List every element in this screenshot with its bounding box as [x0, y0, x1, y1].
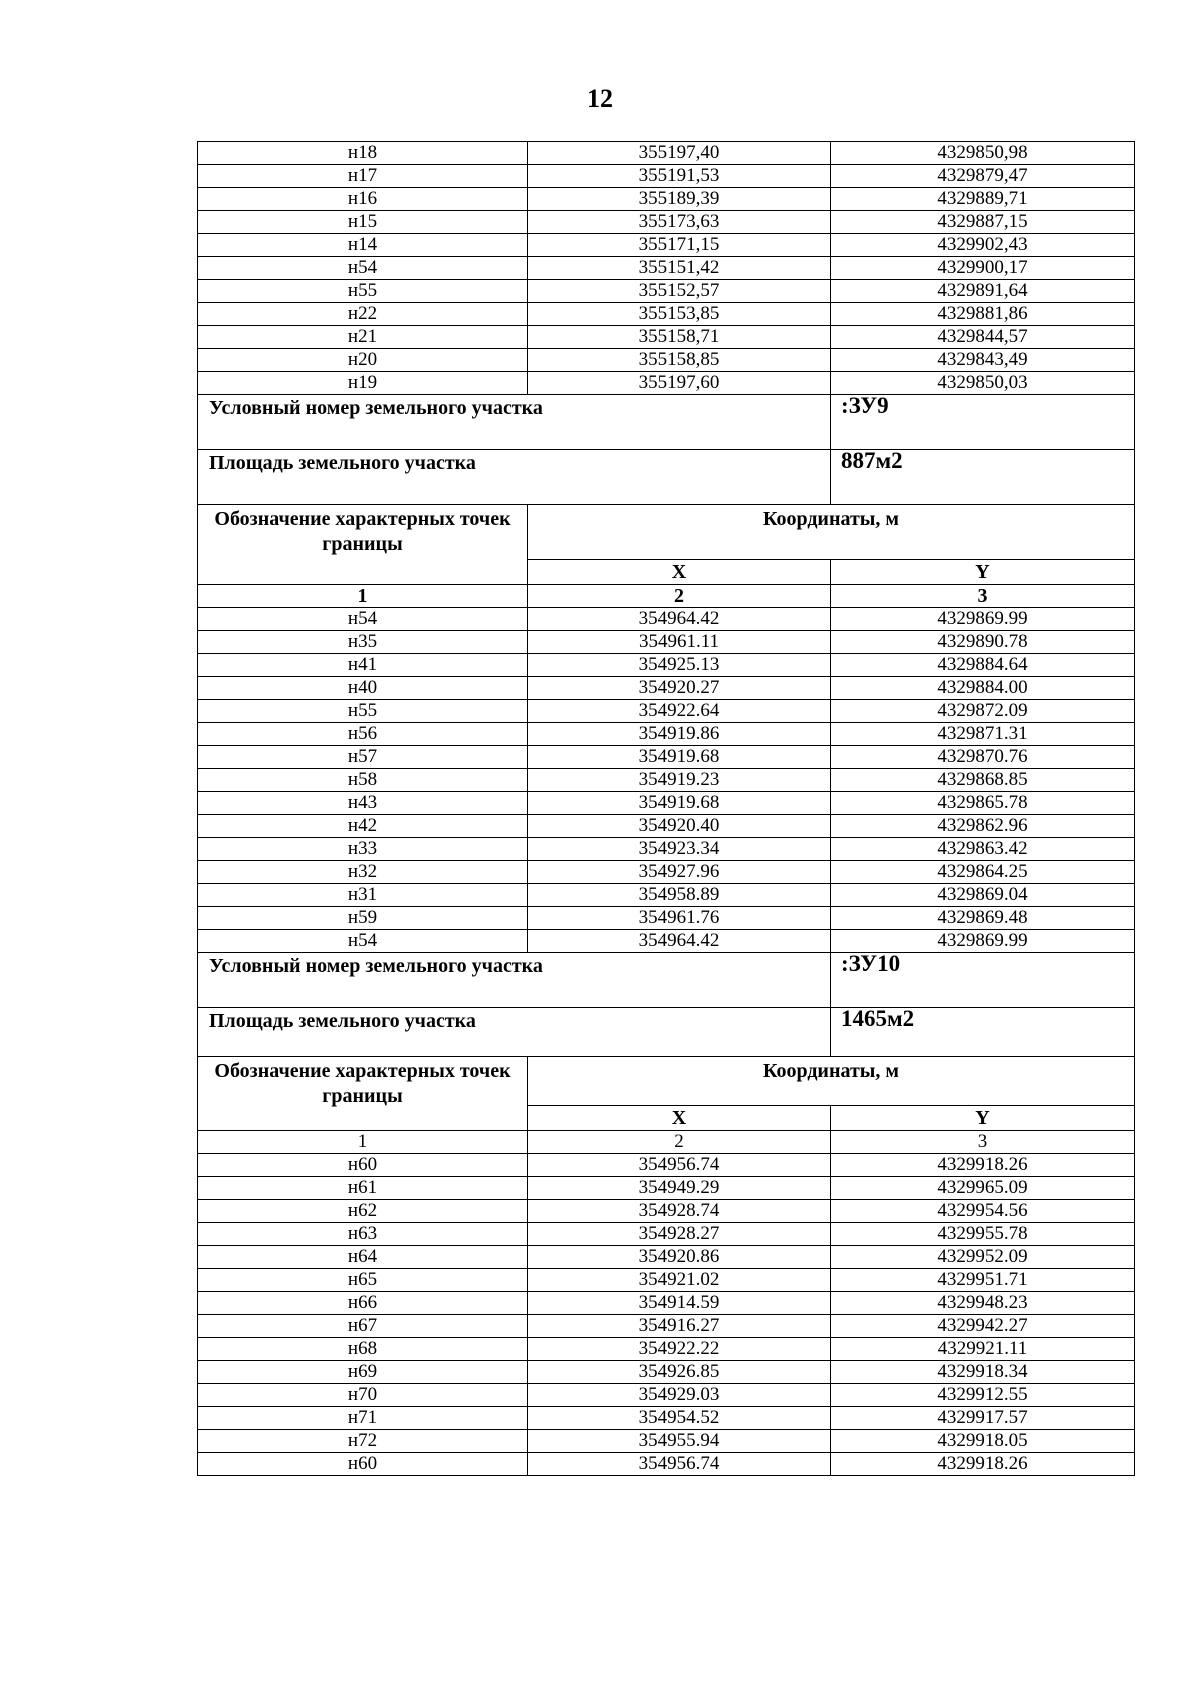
y-coordinate-cell: 4329942.27: [831, 1315, 1135, 1338]
column-number-3: 3: [831, 1131, 1135, 1154]
table-row: [198, 1453, 1135, 1476]
x-coordinate-cell: 354928.27: [528, 1223, 831, 1246]
parcel-area-label: Площадь земельного участка: [198, 450, 831, 505]
column-number-1: 1: [198, 1131, 528, 1154]
coordinates-table: [197, 141, 1135, 1476]
table-row: [198, 1154, 1135, 1177]
axis-y-header: Y: [831, 560, 1135, 585]
table-row: [198, 861, 1135, 884]
point-name-cell: н60: [198, 1154, 528, 1177]
y-coordinate-cell: 4329884.64: [831, 654, 1135, 677]
point-name-cell: н18: [198, 142, 528, 165]
y-coordinate-cell: 4329952.09: [831, 1246, 1135, 1269]
point-name-cell: н54: [198, 257, 528, 280]
page-number: 12: [587, 84, 613, 113]
x-coordinate-cell: 354956.74: [528, 1154, 831, 1177]
parcel-area-label: Площадь земельного участка: [198, 1008, 831, 1057]
x-coordinate-cell: 355158,85: [528, 349, 831, 372]
x-coordinate-cell: 354955.94: [528, 1430, 831, 1453]
table-row: [198, 234, 1135, 257]
y-coordinate-cell: 4329869.99: [831, 608, 1135, 631]
table-row: [198, 1246, 1135, 1269]
point-name-cell: н62: [198, 1200, 528, 1223]
point-name-cell: н55: [198, 280, 528, 303]
point-name-cell: н64: [198, 1246, 528, 1269]
x-coordinate-cell: 355151,42: [528, 257, 831, 280]
point-name-cell: н43: [198, 792, 528, 815]
point-name-cell: н35: [198, 631, 528, 654]
point-name-cell: н54: [198, 930, 528, 953]
point-name-cell: н14: [198, 234, 528, 257]
x-coordinate-cell: 354958.89: [528, 884, 831, 907]
x-coordinate-cell: 354964.42: [528, 930, 831, 953]
point-name-cell: н70: [198, 1384, 528, 1407]
point-name-cell: н59: [198, 907, 528, 930]
point-name-cell: н21: [198, 326, 528, 349]
y-coordinate-cell: 4329869.99: [831, 930, 1135, 953]
y-coordinate-cell: 4329865.78: [831, 792, 1135, 815]
point-name-cell: н31: [198, 884, 528, 907]
table-row: [198, 792, 1135, 815]
point-name-cell: н57: [198, 746, 528, 769]
y-coordinate-cell: 4329889,71: [831, 188, 1135, 211]
y-coordinate-cell: 4329955.78: [831, 1223, 1135, 1246]
table-row: [198, 700, 1135, 723]
y-coordinate-cell: 4329872.09: [831, 700, 1135, 723]
table-row: [198, 326, 1135, 349]
y-coordinate-cell: 4329871.31: [831, 723, 1135, 746]
table-row: [198, 838, 1135, 861]
x-coordinate-cell: 354919.86: [528, 723, 831, 746]
point-name-cell: н33: [198, 838, 528, 861]
table-row: [198, 211, 1135, 234]
table-row: [198, 1269, 1135, 1292]
parcel-number-value: :ЗУ10: [831, 953, 1135, 1008]
table-row: [198, 746, 1135, 769]
table-row: [198, 142, 1135, 165]
x-coordinate-cell: 354919.23: [528, 769, 831, 792]
y-coordinate-cell: 4329887,15: [831, 211, 1135, 234]
point-name-cell: н56: [198, 723, 528, 746]
point-name-cell: н54: [198, 608, 528, 631]
table-row: [198, 372, 1135, 395]
parcel-area-row: [198, 1008, 1135, 1057]
table-row: [198, 303, 1135, 326]
x-coordinate-cell: 355173,63: [528, 211, 831, 234]
x-coordinate-cell: 355197,60: [528, 372, 831, 395]
x-coordinate-cell: 354925.13: [528, 654, 831, 677]
y-coordinate-cell: 4329879,47: [831, 165, 1135, 188]
x-coordinate-cell: 355191,53: [528, 165, 831, 188]
x-coordinate-cell: 354923.34: [528, 838, 831, 861]
table-row: [198, 1315, 1135, 1338]
y-coordinate-cell: 4329902,43: [831, 234, 1135, 257]
point-name-cell: н22: [198, 303, 528, 326]
y-coordinate-cell: 4329844,57: [831, 326, 1135, 349]
y-coordinate-cell: 4329921.11: [831, 1338, 1135, 1361]
point-name-cell: н41: [198, 654, 528, 677]
x-coordinate-cell: 355189,39: [528, 188, 831, 211]
y-coordinate-cell: 4329870.76: [831, 746, 1135, 769]
coordinates-header: Координаты, м: [528, 505, 1135, 560]
y-coordinate-cell: 4329863.42: [831, 838, 1135, 861]
table-row: [198, 1200, 1135, 1223]
parcel-number-label: Условный номер земельного участка: [198, 953, 831, 1008]
point-name-cell: н67: [198, 1315, 528, 1338]
table-row: [198, 1407, 1135, 1430]
x-coordinate-cell: 354914.59: [528, 1292, 831, 1315]
point-name-cell: н65: [198, 1269, 528, 1292]
x-coordinate-cell: 355171,15: [528, 234, 831, 257]
table-row: [198, 654, 1135, 677]
x-coordinate-cell: 354949.29: [528, 1177, 831, 1200]
x-coordinate-cell: 354920.27: [528, 677, 831, 700]
y-coordinate-cell: 4329965.09: [831, 1177, 1135, 1200]
table-row: [198, 1430, 1135, 1453]
table-row: [198, 349, 1135, 372]
y-coordinate-cell: 4329869.04: [831, 884, 1135, 907]
y-coordinate-cell: 4329900,17: [831, 257, 1135, 280]
axis-x-header: X: [528, 560, 831, 585]
point-name-cell: н16: [198, 188, 528, 211]
y-coordinate-cell: 4329843,49: [831, 349, 1135, 372]
x-coordinate-cell: 355158,71: [528, 326, 831, 349]
y-coordinate-cell: 4329912.55: [831, 1384, 1135, 1407]
point-name-cell: н61: [198, 1177, 528, 1200]
table-row: [198, 165, 1135, 188]
y-coordinate-cell: 4329884.00: [831, 677, 1135, 700]
y-coordinate-cell: 4329954.56: [831, 1200, 1135, 1223]
parcel-number-row: [198, 395, 1135, 450]
coordinates-table-body: [198, 142, 1135, 1476]
coordinates-header: Координаты, м: [528, 1057, 1135, 1106]
x-coordinate-cell: 354922.22: [528, 1338, 831, 1361]
y-coordinate-cell: 4329917.57: [831, 1407, 1135, 1430]
y-coordinate-cell: 4329850,03: [831, 372, 1135, 395]
y-coordinate-cell: 4329918.26: [831, 1154, 1135, 1177]
y-coordinate-cell: 4329862.96: [831, 815, 1135, 838]
y-coordinate-cell: 4329881,86: [831, 303, 1135, 326]
parcel-number-value: :ЗУ9: [831, 395, 1135, 450]
y-coordinate-cell: 4329891,64: [831, 280, 1135, 303]
x-coordinate-cell: 354961.76: [528, 907, 831, 930]
table-row: [198, 884, 1135, 907]
axis-x-header: X: [528, 1106, 831, 1131]
column-number-2: 2: [528, 1131, 831, 1154]
point-name-cell: н69: [198, 1361, 528, 1384]
x-coordinate-cell: 355153,85: [528, 303, 831, 326]
table-row: [198, 1223, 1135, 1246]
coordinates-header-row: [198, 505, 1135, 560]
y-coordinate-cell: 4329850,98: [831, 142, 1135, 165]
table-row: [198, 723, 1135, 746]
point-name-cell: н58: [198, 769, 528, 792]
y-coordinate-cell: 4329918.05: [831, 1430, 1135, 1453]
x-coordinate-cell: 354920.86: [528, 1246, 831, 1269]
points-header: Обозначение характерных точек границы: [198, 505, 528, 585]
point-name-cell: н42: [198, 815, 528, 838]
parcel-area-value: 1465м2: [831, 1008, 1135, 1057]
y-coordinate-cell: 4329918.34: [831, 1361, 1135, 1384]
column-number-row: [198, 585, 1135, 608]
column-number-1: 1: [198, 585, 528, 608]
parcel-area-row: [198, 450, 1135, 505]
x-coordinate-cell: 354916.27: [528, 1315, 831, 1338]
y-coordinate-cell: 4329864.25: [831, 861, 1135, 884]
point-name-cell: н68: [198, 1338, 528, 1361]
point-name-cell: н66: [198, 1292, 528, 1315]
table-row: [198, 1338, 1135, 1361]
point-name-cell: н19: [198, 372, 528, 395]
x-coordinate-cell: 354954.52: [528, 1407, 831, 1430]
x-coordinate-cell: 354919.68: [528, 792, 831, 815]
x-coordinate-cell: 354919.68: [528, 746, 831, 769]
table-row: [198, 907, 1135, 930]
parcel-number-row: [198, 953, 1135, 1008]
x-coordinate-cell: 354964.42: [528, 608, 831, 631]
y-coordinate-cell: 4329890.78: [831, 631, 1135, 654]
parcel-number-label: Условный номер земельного участка: [198, 395, 831, 450]
table-row: [198, 1292, 1135, 1315]
point-name-cell: н15: [198, 211, 528, 234]
point-name-cell: н55: [198, 700, 528, 723]
column-number-2: 2: [528, 585, 831, 608]
axis-y-header: Y: [831, 1106, 1135, 1131]
points-header: Обозначение характерных точек границы: [198, 1057, 528, 1131]
table-row: [198, 769, 1135, 792]
y-coordinate-cell: 4329918.26: [831, 1453, 1135, 1476]
coordinates-header-row: [198, 1057, 1135, 1106]
x-coordinate-cell: 354926.85: [528, 1361, 831, 1384]
point-name-cell: н20: [198, 349, 528, 372]
x-coordinate-cell: 354922.64: [528, 700, 831, 723]
table-row: [198, 257, 1135, 280]
x-coordinate-cell: 354961.11: [528, 631, 831, 654]
point-name-cell: н72: [198, 1430, 528, 1453]
table-row: [198, 815, 1135, 838]
y-coordinate-cell: 4329951.71: [831, 1269, 1135, 1292]
point-name-cell: н32: [198, 861, 528, 884]
x-coordinate-cell: 354928.74: [528, 1200, 831, 1223]
table-row: [198, 930, 1135, 953]
point-name-cell: н63: [198, 1223, 528, 1246]
table-row: [198, 1384, 1135, 1407]
x-coordinate-cell: 355152,57: [528, 280, 831, 303]
x-coordinate-cell: 354929.03: [528, 1384, 831, 1407]
table-row: [198, 188, 1135, 211]
table-row: [198, 631, 1135, 654]
point-name-cell: н40: [198, 677, 528, 700]
table-row: [198, 1177, 1135, 1200]
point-name-cell: н60: [198, 1453, 528, 1476]
table-row: [198, 677, 1135, 700]
parcel-area-value: 887м2: [831, 450, 1135, 505]
table-row: [198, 1361, 1135, 1384]
table-row: [198, 280, 1135, 303]
y-coordinate-cell: 4329948.23: [831, 1292, 1135, 1315]
table-row: [198, 608, 1135, 631]
point-name-cell: н17: [198, 165, 528, 188]
x-coordinate-cell: 354927.96: [528, 861, 831, 884]
x-coordinate-cell: 354921.02: [528, 1269, 831, 1292]
x-coordinate-cell: 354920.40: [528, 815, 831, 838]
point-name-cell: н71: [198, 1407, 528, 1430]
y-coordinate-cell: 4329869.48: [831, 907, 1135, 930]
y-coordinate-cell: 4329868.85: [831, 769, 1135, 792]
column-number-row: [198, 1131, 1135, 1154]
x-coordinate-cell: 355197,40: [528, 142, 831, 165]
column-number-3: 3: [831, 585, 1135, 608]
x-coordinate-cell: 354956.74: [528, 1453, 831, 1476]
